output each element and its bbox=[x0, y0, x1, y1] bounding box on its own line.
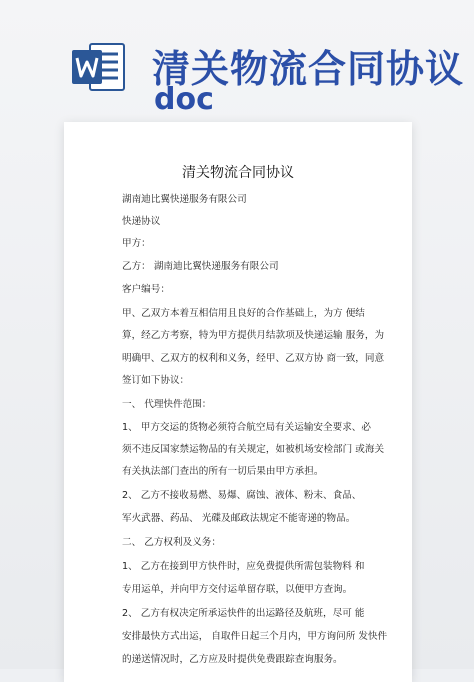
document-page bbox=[64, 122, 412, 682]
text-line: 甲方： bbox=[122, 238, 151, 249]
text-line: 2、 乙方有权决定所承运快件的出运路径及航班，尽可 能 bbox=[122, 608, 365, 619]
text-line: 1、 乙方在接到甲方快件时，应免费提供所需包装物料 和 bbox=[122, 561, 365, 572]
text-line: 安排最快方式出运， 自取件日起三个月内，甲方询问所 发快件 bbox=[122, 631, 388, 642]
text-line: 甲、乙双方本着互相信用且良好的合作基础上，为方 便结 bbox=[122, 308, 365, 319]
text-line: 客户编号： bbox=[122, 284, 170, 295]
text-line: 专用运单，并向甲方交付运单留存联，以便甲方查询。 bbox=[122, 584, 353, 595]
text-line: 湖南迪比翼快递服务有限公司 bbox=[122, 194, 247, 205]
text-line: 乙方： 湖南迪比翼快递服务有限公司 bbox=[122, 261, 279, 272]
section-heading: 一、 代理快件范围： bbox=[122, 399, 212, 410]
text-line: 算，经乙方考察，特为甲方提供月结款项及快递运输 服务，为 bbox=[122, 330, 385, 341]
header-title: 清关物流合同协议 bbox=[152, 47, 465, 91]
text-line: 的递送情况时，乙方应及时提供免费跟踪查询服务。 bbox=[122, 654, 343, 665]
text-line: 须不违反国家禁运物品的有关规定，如被机场安检部门 或海关 bbox=[122, 444, 385, 455]
section-heading: 二、 乙方权利及义务： bbox=[122, 537, 221, 548]
text-line: 有关执法部门查出的所有一切后果由甲方承担。 bbox=[122, 466, 324, 477]
document-title: 清关物流合同协议 bbox=[182, 165, 294, 181]
text-line: 2、 乙方不接收易燃、易爆、腐蚀、液体、粉末、食品、 bbox=[122, 490, 362, 501]
text-line: 1、 甲方交运的货物必须符合航空局有关运输安全要求、必 bbox=[122, 422, 371, 433]
text-line: 签订如下协议： bbox=[122, 375, 190, 386]
text-line: 快递协议 bbox=[122, 216, 161, 227]
header-file-extension: doc bbox=[154, 82, 214, 117]
text-line: 明确甲、乙双方的权利和义务，经甲、乙双方协 商一致，同意 bbox=[122, 353, 385, 364]
text-line: 军火武器、药品、 光碟及邮政法规定不能寄递的物品。 bbox=[122, 513, 356, 524]
document-header bbox=[70, 20, 465, 117]
word-icon bbox=[70, 38, 128, 96]
